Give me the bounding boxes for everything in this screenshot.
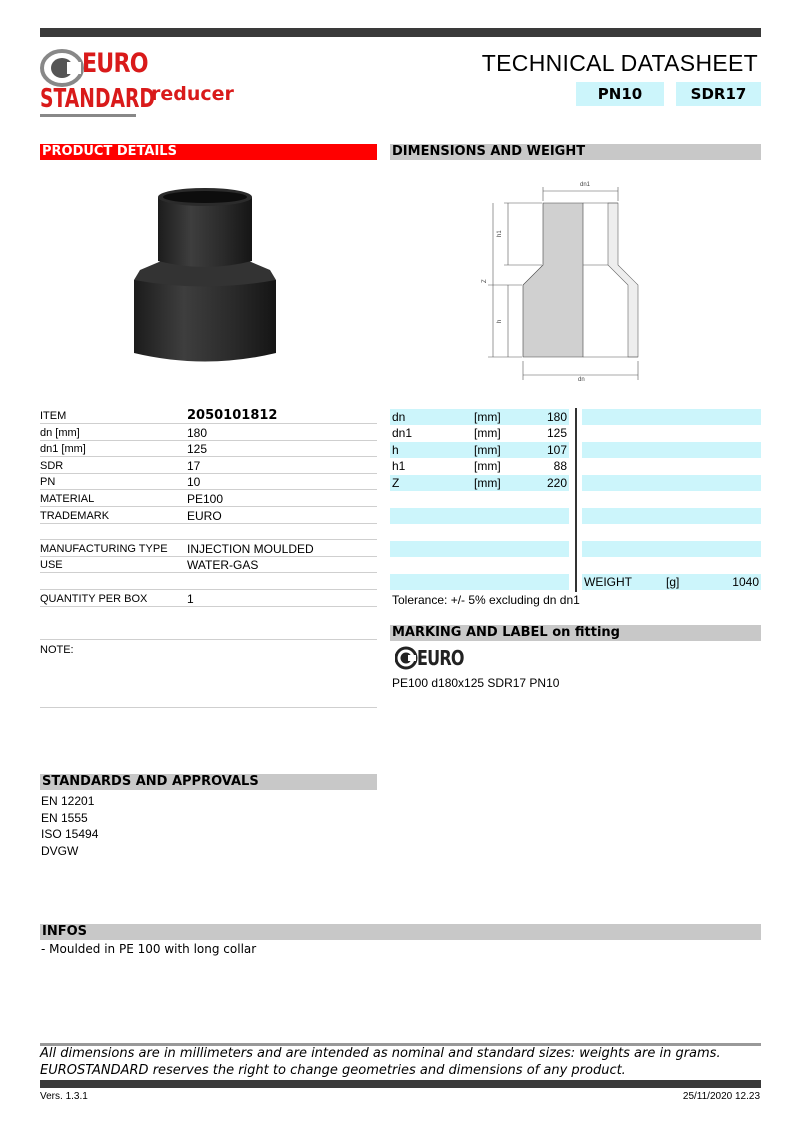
standard-item: EN 1555 <box>41 811 88 825</box>
weight-value: 1040 <box>732 575 759 589</box>
standard-item: ISO 15494 <box>41 827 99 841</box>
logo-word-top: EURO <box>82 48 148 79</box>
marking-text: PE100 d180x125 SDR17 PN10 <box>392 676 560 690</box>
detail-row-manufacturing: MANUFACTURING TYPE INJECTION MOULDED <box>40 541 377 557</box>
label-h: h <box>497 319 503 323</box>
dim-row-dn1: dn1 [mm] 125 <box>392 426 567 440</box>
right-cell-4 <box>582 508 761 524</box>
detail-row-quantity: QUANTITY PER BOX 1 <box>40 591 377 607</box>
top-bar <box>40 28 761 37</box>
tolerance-text: Tolerance: +/- 5% excluding dn dn1 <box>392 593 580 607</box>
detail-row-pn: PN 10 <box>40 474 377 490</box>
dim-row-z: Z [mm] 220 <box>392 476 567 490</box>
weight-label: WEIGHT <box>584 575 632 589</box>
section-dimensions-weight: DIMENSIONS AND WEIGHT <box>390 144 761 160</box>
bottom-bar <box>40 1080 761 1088</box>
footer-note-2: EUROSTANDARD reserves the right to change geometries and dimensions of any product. <box>40 1063 626 1078</box>
dim-row-h: h [mm] 107 <box>392 443 567 457</box>
dim-row-empty-1 <box>390 508 569 524</box>
detail-row-trademark: TRADEMARK EURO <box>40 508 377 524</box>
standard-item: EN 12201 <box>41 794 95 808</box>
right-cell-1 <box>582 409 761 425</box>
pn-badge: PN10 <box>576 82 664 106</box>
footer-note-1: All dimensions are in millimeters and are intended as nominal and standard sizes: weights are in grams. <box>40 1046 721 1061</box>
detail-row-blank-3 <box>40 624 377 640</box>
right-cell-5 <box>582 541 761 557</box>
item-code: 2050101812 <box>187 408 278 423</box>
label-z: Z <box>482 279 488 283</box>
print-date: 25/11/2020 12.23 <box>682 1091 760 1102</box>
right-cell-3 <box>582 475 761 491</box>
marking-logo <box>395 646 467 670</box>
company-logo <box>40 44 155 120</box>
detail-row-dn: dn [mm] 180 <box>40 425 377 441</box>
table-separator <box>575 408 577 592</box>
weight-row <box>582 574 761 590</box>
dim-row-empty-3 <box>390 574 569 590</box>
info-item: - Moulded in PE 100 with long collar <box>41 942 257 956</box>
section-infos: INFOS <box>40 924 761 940</box>
dim-row-empty-2 <box>390 541 569 557</box>
product-image <box>130 185 280 365</box>
weight-unit: [g] <box>666 575 680 589</box>
detail-row-use: USE WATER-GAS <box>40 557 377 573</box>
section-product-details: PRODUCT DETAILS <box>40 144 377 160</box>
product-name: reducer <box>151 83 234 105</box>
detail-row-dn1: dn1 [mm] 125 <box>40 441 377 457</box>
detail-row-blank-2 <box>40 574 377 590</box>
label-dn1: dn1 <box>580 182 591 188</box>
dim-row-h1: h1 [mm] 88 <box>392 459 567 473</box>
standard-item: DVGW <box>41 844 79 858</box>
version: Vers. 1.3.1 <box>40 1091 88 1102</box>
marking-logo-word: EURO <box>417 646 464 670</box>
detail-row-material: MATERIAL PE100 <box>40 491 377 507</box>
label-dn: dn <box>578 377 585 383</box>
right-cell-2 <box>582 442 761 458</box>
dimension-diagram <box>468 175 653 385</box>
detail-row-item: ITEM 2050101812 <box>40 408 377 424</box>
section-standards: STANDARDS AND APPROVALS <box>40 774 377 790</box>
label-h1: h1 <box>497 230 503 237</box>
section-marking: MARKING AND LABEL on fitting <box>390 625 761 641</box>
detail-row-blank <box>40 524 377 540</box>
sdr-badge: SDR17 <box>676 82 761 106</box>
detail-row-sdr: SDR 17 <box>40 458 377 474</box>
document-title: TECHNICAL DATASHEET <box>481 50 758 76</box>
dim-row-dn: dn [mm] 180 <box>392 410 567 424</box>
logo-underline <box>40 114 136 117</box>
logo-word-bottom: STANDARD <box>40 84 155 114</box>
note-label: NOTE: <box>40 644 74 656</box>
note-divider <box>40 707 377 708</box>
